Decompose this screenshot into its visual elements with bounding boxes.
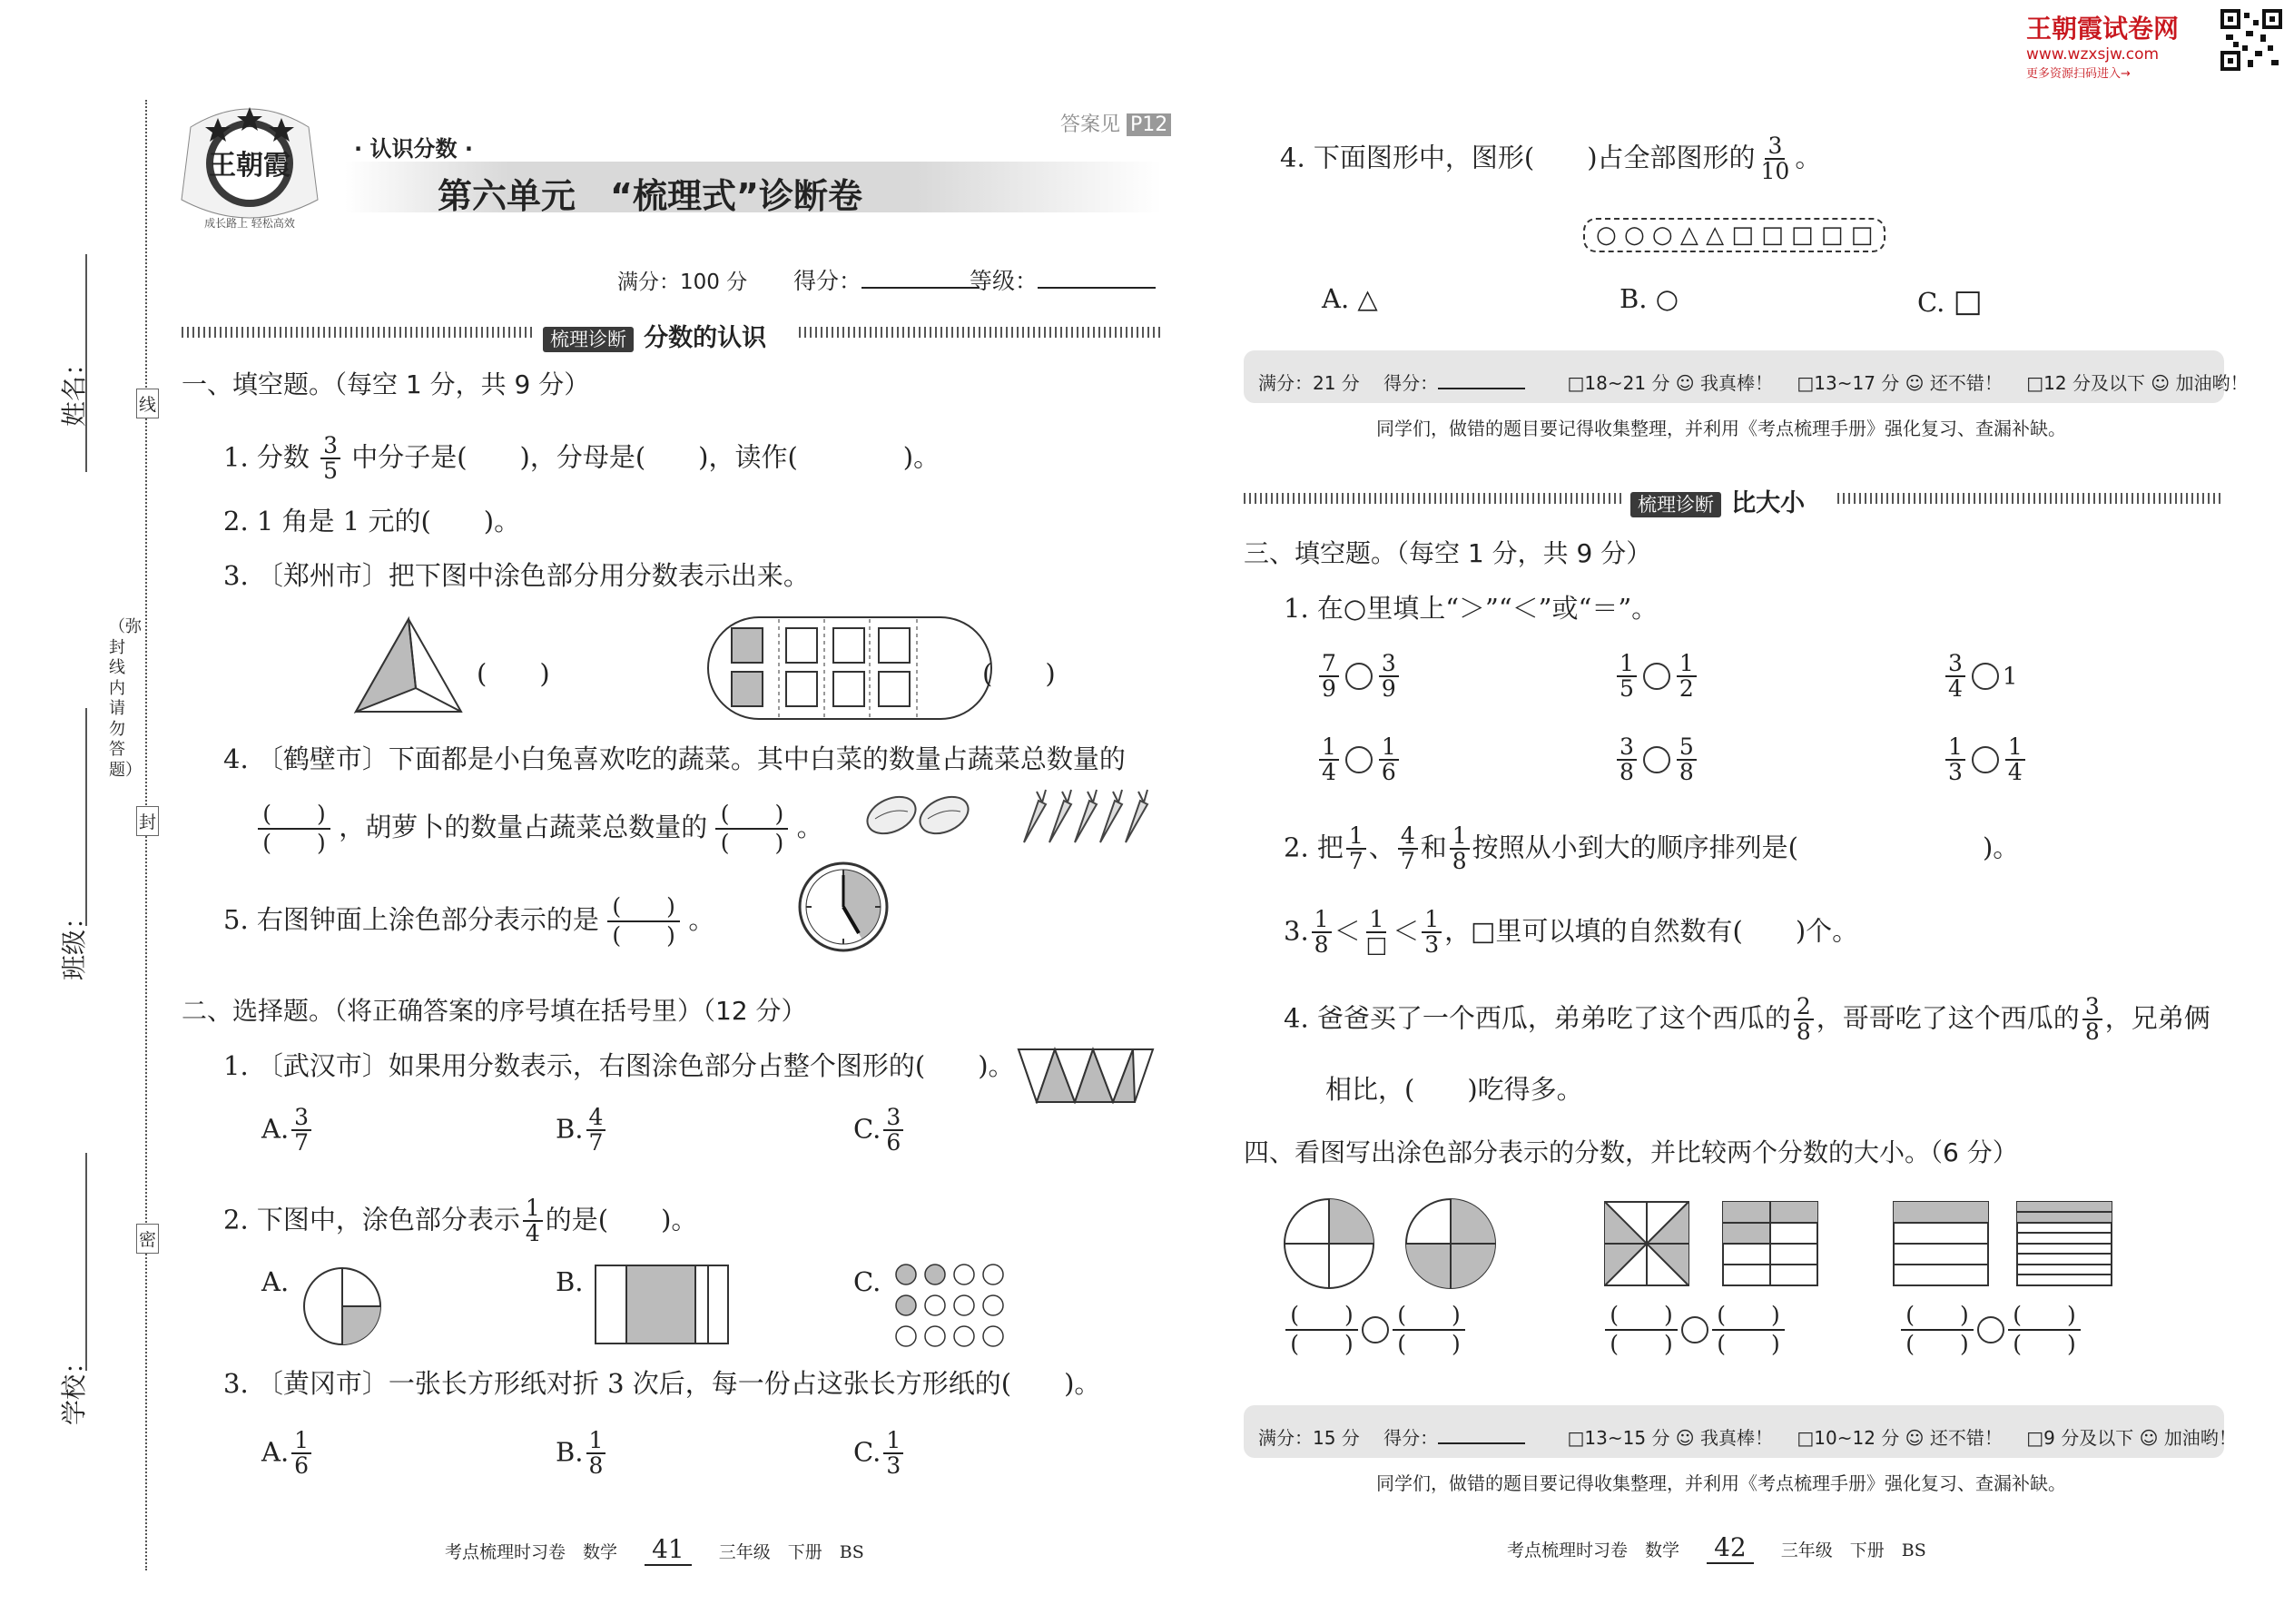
tag-label: 梳理诊断 (543, 327, 634, 352)
option-2-3-c[interactable]: C. $\frac{1}{3}$ (853, 1429, 906, 1479)
clock-figure (797, 861, 890, 953)
line-mark: 线 (136, 389, 159, 418)
circle-figure-b (1403, 1196, 1498, 1291)
question-3-4: 4. 爸爸买了一个西瓜，弟弟吃了这个西瓜的 $\frac{2}{8}$ ，哥哥吃了这个西瓜的 $\frac{3}{8}$ ，兄弟俩 (1284, 993, 2210, 1046)
section-divider (182, 327, 536, 338)
compare-answer-group[interactable]: ( ) ( ) ( ) ( ) (1605, 1302, 1785, 1358)
section-divider (1837, 493, 2224, 504)
brand-name: 王朝霞试卷网 (2026, 14, 2180, 44)
option-2-2-c[interactable]: C. (853, 1266, 881, 1297)
square-diagonal-figure (1603, 1200, 1690, 1287)
score-label: 得分： (793, 268, 862, 294)
option-r-4-c[interactable]: C. □ (1917, 283, 1983, 320)
cylinders-figure (706, 615, 993, 721)
name-label: 姓名： (59, 349, 89, 427)
brand-more: 更多资源扫码进入→ (2026, 67, 2131, 81)
rating-1[interactable]: □13~15 分 ☺ 我真棒！ (1567, 1427, 1774, 1449)
grid-figure (1721, 1200, 1819, 1287)
compare-item[interactable]: $\frac{1}{3}$ $\frac{1}{4}$ (1943, 735, 2028, 785)
school-label: 学校： (59, 1348, 89, 1425)
option-r-4-b[interactable]: B. ○ (1620, 283, 1679, 314)
answer-ref-page: P12 (1127, 113, 1171, 136)
score-bar-score[interactable]: 得分： (1383, 1427, 1525, 1449)
question-1-1: 1. 分数 $\frac{3}{5}$ 中分子是( )，分母是( )，读作( )。 (223, 432, 940, 485)
answer-blank[interactable]: ( ) (477, 658, 550, 689)
review-note: 同学们，做错的题目要记得收集整理，并利用《考点梳理手册》强化复习、查漏补缺。 (1376, 1472, 2066, 1494)
fraction-blank[interactable]: ( ) ( ) (715, 801, 788, 857)
grade-field[interactable] (970, 263, 1156, 296)
question-2-1[interactable]: 1. 〔武汉市〕如果用分数表示，右图涂色部分占整个图形的( )。 (223, 1050, 1015, 1081)
tag-title: 比大小 (1731, 489, 1806, 517)
compare-item[interactable]: $\frac{1}{4}$ $\frac{1}{6}$ (1316, 735, 1402, 785)
question-3-3[interactable]: 3. $\frac{1}{8}$ ＜ $\frac{1}{□}$ ＜ $\frac{1}{3}$ ，□里可以填的自然数有( )个。 (1284, 906, 1859, 959)
full-score: 满分：100 分 (617, 271, 748, 294)
question-3-4-cont[interactable]: 相比，( )吃得多。 (1325, 1074, 1583, 1105)
option-2-3-b[interactable]: B. $\frac{1}{8}$ (556, 1429, 608, 1479)
seal-mark: 封 (136, 806, 159, 836)
footer-right: 考点梳理时习卷 数学 42 三年级 下册 BS (1507, 1532, 1926, 1562)
question-r-4[interactable]: 4. 下面图形中，图形( )占全部图形的 $\frac{3}{10}$ 。 (1280, 133, 1822, 185)
question-3-1: 1. 在○里填上“＞”“＜”或“＝”。 (1284, 593, 1659, 624)
rating-1[interactable]: □18~21 分 ☺ 我真棒！ (1567, 372, 1774, 394)
logo-text: 王朝霞 (209, 150, 290, 182)
stripes-figure-a (1892, 1200, 1990, 1287)
tag-label: 梳理诊断 (1630, 492, 1721, 517)
compare-answer-group[interactable]: ( ) ( ) ( ) ( ) (1901, 1302, 2081, 1358)
logo-ribbon: 成长路上 轻松高效 (204, 217, 295, 230)
question-1-2[interactable]: 2. 1 角是 1 元的( )。 (223, 506, 521, 536)
question-2-3[interactable]: 3. 〔黄冈市〕一张长方形纸对折 3 次后，每一份占这张长方形纸的( )。 (223, 1368, 1101, 1399)
rating-3[interactable]: □12 分及以下 ☺ 加油哟！ (2026, 372, 2249, 394)
fraction-blank[interactable]: ( ) ( ) (258, 801, 330, 857)
compare-circle[interactable] (1972, 663, 1999, 690)
class-field[interactable] (59, 708, 98, 980)
compare-circle[interactable] (1345, 746, 1373, 773)
page-number: 41 (645, 1534, 692, 1566)
answer-ref-label: 答案见 (1060, 113, 1121, 136)
stripes-figure-b (2015, 1200, 2113, 1287)
binding-note: （弥封线内请勿答题） (109, 617, 142, 780)
compare-circle[interactable] (1643, 746, 1670, 773)
score-bar-score[interactable]: 得分： (1383, 372, 1525, 394)
compare-circle[interactable] (1345, 663, 1373, 690)
rectangle-figure (594, 1264, 730, 1345)
footer-left: 考点梳理时习卷 数学 41 三年级 下册 BS (445, 1534, 864, 1564)
brand-block (2026, 9, 2217, 81)
compare-item[interactable]: $\frac{3}{4}$ 1 (1943, 652, 2017, 702)
score-bar-content: 满分：15 分 得分： □13~15 分 ☺ 我真棒！ □10~12 分 ☺ 还不错！ □9 分及以下 ☺ 加油哟！ (1258, 1427, 2237, 1449)
section-heading: 一、填空题。（每空 1 分，共 9 分） (182, 369, 590, 399)
grade-label: 等级： (970, 268, 1039, 294)
option-2-2-a[interactable]: A. (261, 1266, 290, 1297)
compare-item[interactable]: $\frac{3}{8}$ $\frac{5}{8}$ (1614, 735, 1699, 785)
section-divider (799, 327, 1162, 338)
question-1-4-cont: ( ) ( ) ，胡萝卜的数量占蔬菜总数量的 ( ) ( ) 。 (258, 801, 823, 857)
option-r-4-a[interactable]: A. △ (1322, 283, 1378, 314)
answer-blank[interactable]: ( ) (982, 658, 1056, 689)
shapes-box: ○ ○ ○ △ △ □ □ □ □ □ (1583, 218, 1885, 252)
question-1-4: 4. 〔鹤壁市〕下面都是小白兔喜欢吃的蔬菜。其中白菜的数量占蔬菜总数量的 (223, 743, 1126, 774)
topic-label: · 认识分数 · (354, 136, 473, 162)
section-heading: 二、选择题。（将正确答案的序号填在括号里）（12 分） (182, 996, 807, 1026)
compare-answer-group[interactable]: ( ) ( ) ( ) ( ) (1285, 1302, 1465, 1358)
page-title: 第六单元 “梳理式”诊断卷 (438, 176, 862, 216)
school-field[interactable] (59, 1153, 98, 1425)
option-2-1-c[interactable]: C. $\frac{3}{6}$ (853, 1106, 906, 1156)
question-1-5: 5. 右图钟面上涂色部分表示的是 ( ) ( ) 。 (223, 893, 715, 949)
compare-item[interactable]: $\frac{7}{9}$ $\frac{3}{9}$ (1316, 652, 1402, 702)
circle-quarter-figure (301, 1265, 383, 1347)
tag-title: 分数的认识 (644, 324, 767, 352)
section-heading: 三、填空题。（每空 1 分，共 9 分） (1244, 538, 1652, 568)
option-2-1-a[interactable]: A. $\frac{3}{7}$ (261, 1106, 314, 1156)
logo-badge (163, 91, 336, 245)
triangle-figure (352, 615, 465, 717)
fraction-blank[interactable]: ( ) ( ) (607, 893, 680, 950)
rating-2[interactable]: □13~17 分 ☺ 还不错！ (1797, 372, 2003, 394)
class-label: 班级： (59, 903, 89, 980)
review-note: 同学们，做错的题目要记得收集整理，并利用《考点梳理手册》强化复习、查漏补缺。 (1376, 418, 2066, 439)
section-tag-compare (1630, 483, 1805, 518)
carrot-icons (1015, 782, 1151, 846)
circle-figure-a (1282, 1196, 1376, 1291)
rating-2[interactable]: □10~12 分 ☺ 还不错！ (1797, 1427, 2003, 1449)
triangles-figure (1015, 1046, 1157, 1104)
section-heading: 四、看图写出涂色部分表示的分数，并比较两个分数的大小。（6 分） (1244, 1137, 2018, 1167)
rating-3[interactable]: □9 分及以下 ☺ 加油哟！ (2026, 1427, 2237, 1449)
compare-item[interactable]: $\frac{1}{5}$ $\frac{1}{2}$ (1614, 652, 1699, 702)
name-field[interactable] (59, 254, 98, 527)
compare-circle[interactable] (1972, 746, 1999, 773)
question-2-2[interactable]: 2. 下图中，涂色部分表示 $\frac{1}{4}$ 的是( )。 (223, 1195, 698, 1247)
smiley-grid-figure (893, 1262, 1009, 1349)
score-field[interactable] (793, 263, 980, 296)
answer-ref (1060, 109, 1171, 137)
compare-circle[interactable] (1643, 663, 1670, 690)
question-3-2[interactable]: 2. 把 $\frac{1}{7}$ 、 $\frac{4}{7}$ 和 $\frac{1}{8}$ 按照从小到大的顺序排列是( )。 (1284, 822, 2020, 875)
fold-mark: 密 (136, 1224, 159, 1254)
qr-code-icon[interactable] (2220, 9, 2282, 71)
page-number: 42 (1707, 1532, 1754, 1564)
brand-url[interactable]: www.wzxsjw.com (2026, 45, 2160, 64)
question-1-3: 3. 〔郑州市〕把下图中涂色部分用分数表示出来。 (223, 560, 810, 591)
section-divider (1244, 493, 1625, 504)
option-2-2-b[interactable]: B. (556, 1266, 584, 1297)
section-tag-fraction (543, 318, 766, 353)
score-bar-content: 满分：21 分 得分： □18~21 分 ☺ 我真棒！ □13~17 分 ☺ 还不错！ □12 分及以下 ☺ 加油哟！ (1258, 372, 2249, 394)
option-2-3-a[interactable]: A. $\frac{1}{6}$ (261, 1429, 314, 1479)
cabbage-icons (862, 788, 980, 842)
option-2-1-b[interactable]: B. $\frac{4}{7}$ (556, 1106, 608, 1156)
